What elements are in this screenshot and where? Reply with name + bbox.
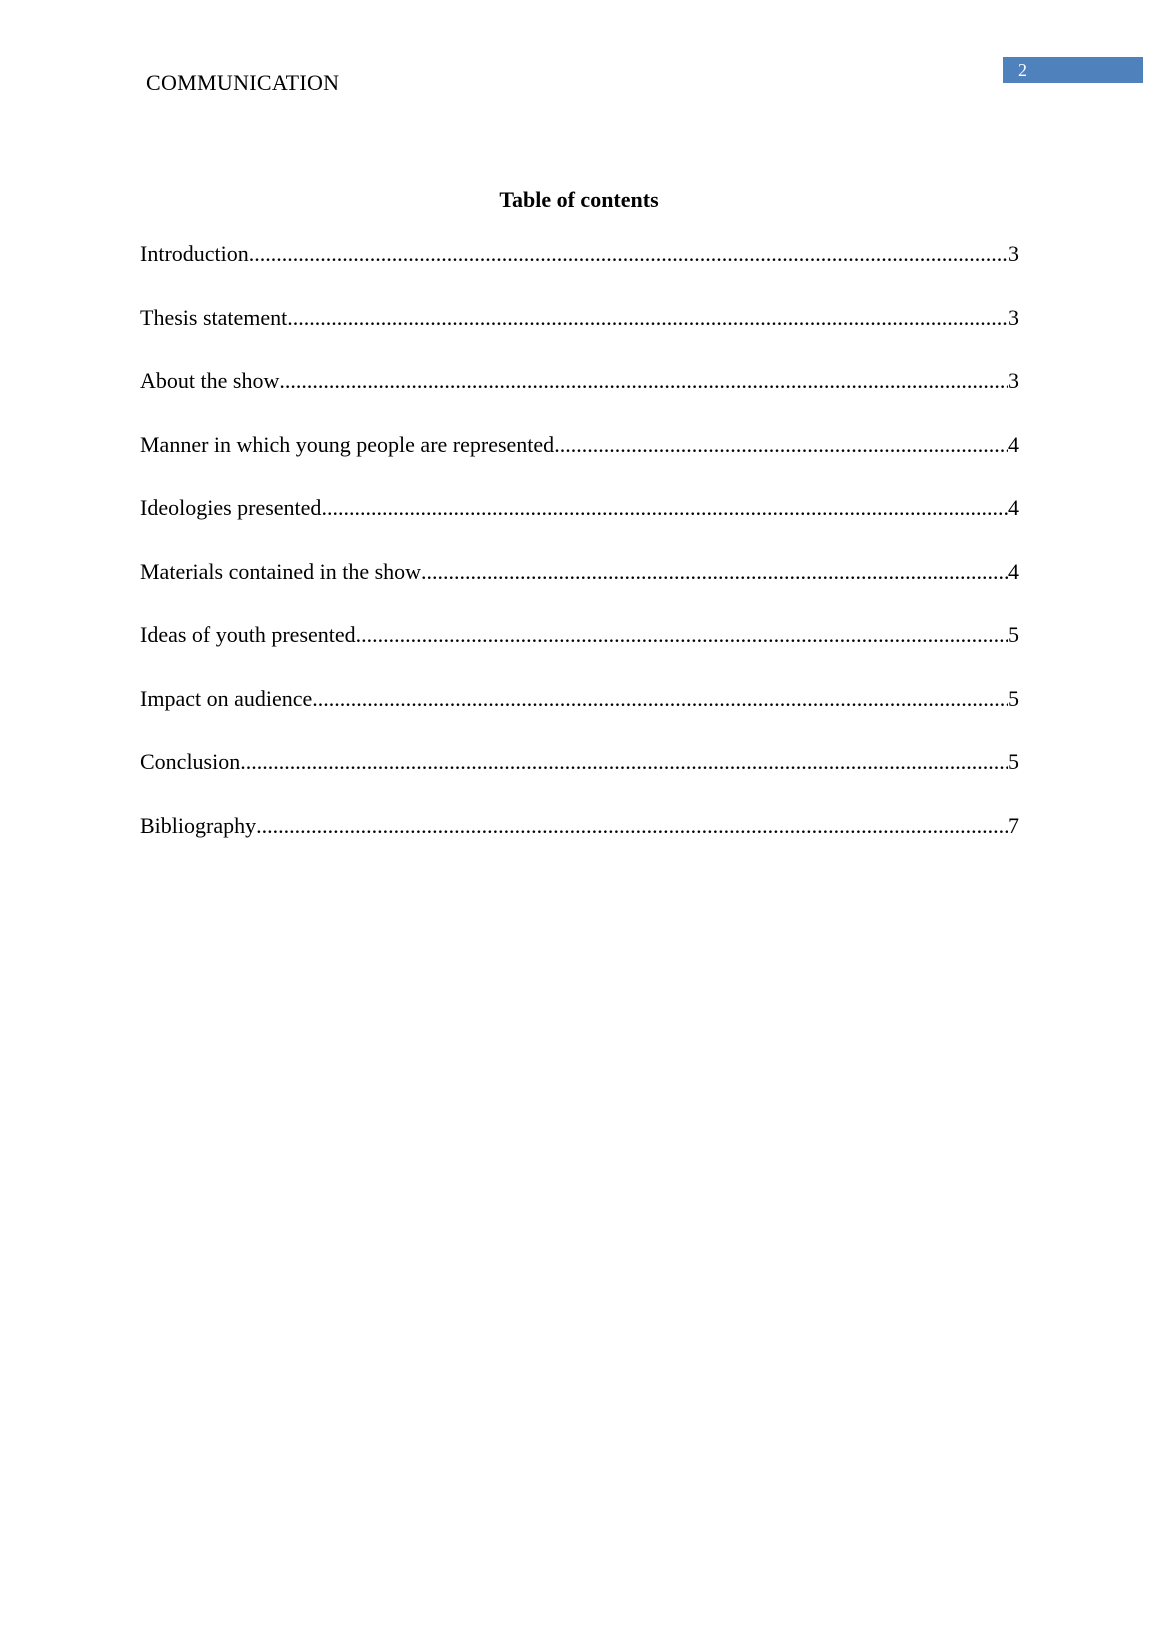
- toc-entry-page: 5: [1008, 749, 1019, 774]
- running-head: COMMUNICATION: [146, 70, 340, 95]
- toc-entry-introduction[interactable]: [140, 240, 1019, 304]
- toc-list: [140, 240, 1019, 875]
- toc-entry-label: Bibliography: [140, 812, 257, 838]
- dot-leader: [312, 685, 1008, 713]
- toc-entry-bibliography[interactable]: [140, 812, 1019, 876]
- toc-entry-label: Ideas of youth presented: [140, 622, 356, 647]
- dot-leader: [279, 367, 1008, 395]
- toc-entry-label: Ideologies presented: [140, 495, 322, 520]
- toc-entry-thesis-statement[interactable]: [140, 304, 1019, 368]
- toc-entry-label: Impact on audience: [140, 685, 313, 711]
- dot-leader: [554, 431, 1008, 459]
- dot-leader: [249, 240, 1008, 268]
- toc-entry-manner-young-people-represented[interactable]: [140, 431, 1019, 495]
- dot-leader: [256, 812, 1008, 840]
- toc-entry-page: 3: [1008, 241, 1019, 266]
- toc-entry-label: Manner in which young people are represented: [140, 431, 555, 457]
- toc-entry-label: About the show: [140, 368, 280, 393]
- toc-entry-label: Materials contained in the show: [140, 558, 422, 584]
- dot-leader: [421, 558, 1008, 586]
- toc-entry-page: 4: [1008, 495, 1019, 520]
- toc-entry-ideas-of-youth[interactable]: [140, 621, 1019, 685]
- dot-leader: [321, 494, 1008, 522]
- toc-entry-conclusion[interactable]: [140, 748, 1019, 812]
- toc-entry-label: Introduction: [140, 241, 249, 266]
- toc-entry-about-the-show[interactable]: [140, 367, 1019, 431]
- toc-entry-ideologies-presented[interactable]: [140, 494, 1019, 558]
- toc-entry-page: 5: [1008, 622, 1019, 647]
- toc-entry-page: 3: [1008, 304, 1019, 330]
- toc-entry-page: 5: [1008, 685, 1019, 711]
- toc-entry-label: Thesis statement: [140, 304, 288, 330]
- dot-leader: [356, 621, 1008, 649]
- page-number: 2: [1003, 57, 1143, 83]
- toc-entry-impact-on-audience[interactable]: [140, 685, 1019, 749]
- dot-leader: [240, 748, 1008, 776]
- dot-leader: [287, 304, 1008, 332]
- toc-entry-page: 4: [1008, 431, 1019, 457]
- toc-entry-page: 3: [1008, 368, 1019, 393]
- toc-entry-page: 4: [1008, 558, 1019, 584]
- toc-entry-materials-contained[interactable]: [140, 558, 1019, 622]
- toc-title: Table of contents: [499, 187, 659, 212]
- toc-entry-label: Conclusion: [140, 749, 241, 774]
- toc-entry-page: 7: [1008, 812, 1019, 838]
